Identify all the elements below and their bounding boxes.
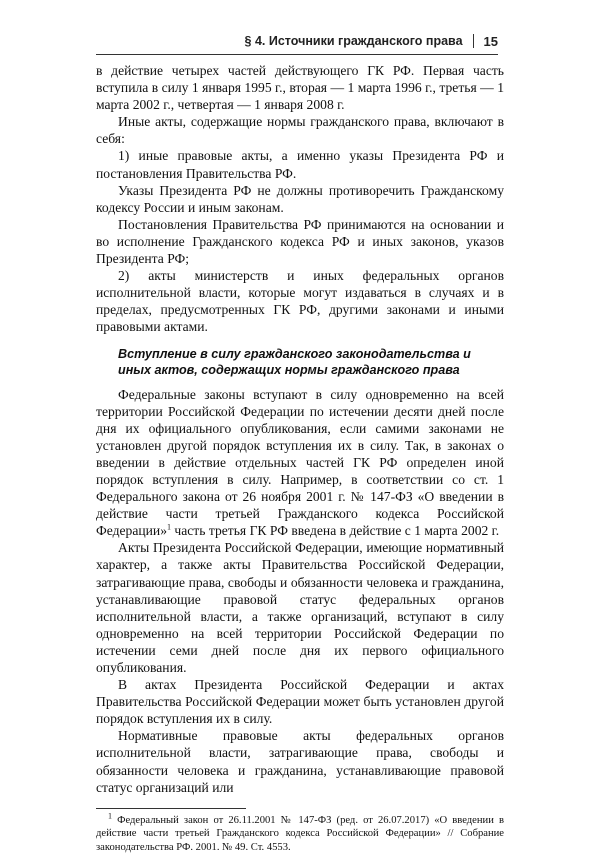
paragraph-text: часть третья ГК РФ введена в действие с 1 марта 2002 г. — [171, 523, 500, 539]
list-item: 2) акты министерств и иных федеральных органов исполнительной власти, которые могут издаваться в случаях и в пределах, предусмотренных ГК РФ, другими законами и иными правовыми актами. — [96, 268, 504, 335]
section-title: § 4. Источники гражданского права — [244, 34, 463, 48]
footnote — [96, 811, 504, 854]
footnote-divider — [96, 808, 246, 809]
paragraph — [96, 386, 504, 540]
paragraph: Иные акты, содержащие нормы гражданского права, включают в себя: — [96, 114, 504, 147]
paragraph: Акты Президента Российской Федерации, имеющие нормативный характер, а также акты Правительства Российской Федерации, затрагивающие права, свободы и обязанности человека и гражданина, устанавливающие правовой статус федеральных органов исполнительной власти, а также организаций, вступают в силу одновременно на всей территории Российской Федерации по истечении семи дней после дня их первого официального опубликования. — [96, 540, 504, 675]
paragraph: Нормативные правовые акты федеральных органов исполнительной власти, затрагивающие права, свободы и обязанности человека и гражданина, устанавливающие правовой статус организаций или — [96, 728, 504, 795]
paragraph: В актах Президента Российской Федерации и актах Правительства Российской Федерации может быть установлен другой порядок вступления их в силу. — [96, 677, 504, 727]
running-header — [96, 28, 498, 55]
list-item: 1) иные правовые акты, а именно указы Президента РФ и постановления Правительства РФ. — [96, 148, 504, 181]
section-subheading: Вступление в силу гражданского законодательства и иных актов, содержащих нормы гражданского права — [118, 346, 471, 377]
paragraph-text: Федеральные законы вступают в силу одновременно на всей территории Российской Федерации по истечении десяти дней после дня их официального опубликования, если самими законами не установлен другой порядок вступления их в силу. Так, в законах о введении в действие отдельных частей ГК РФ определен иной порядок вступления в силу. Например, в соответствии со ст. 1 Федерального закона от 26 ноября 2001 г. № 147-ФЗ «О введении в действие части третьей Гражданского кодекса Российской Федерации» — [96, 386, 504, 539]
paragraph: Указы Президента РФ не должны противоречить Гражданскому кодексу России и иным законам. — [96, 182, 504, 215]
main-text — [96, 62, 504, 854]
footnote-mark: 1 — [108, 811, 112, 821]
paragraph: Постановления Правительства РФ принимаются на основании и во исполнение Гражданского кодекса РФ и иных законов, указов Президента РФ; — [96, 216, 504, 267]
footnote-reference: 1 — [167, 522, 171, 532]
paragraph: в действие четырех частей действующего ГК РФ. Первая часть вступила в силу 1 января 1995 г., вторая — 1 марта 1996 г., третья — 1 марта 2002 г., четвертая — 1 января 2008 г. — [96, 63, 504, 113]
footnote-text: Федеральный закон от 26.11.2001 № 147-ФЗ (ред. от 26.07.2017) «О введении в действие части третьей Гражданского кодекса Российской Федерации» // Собрание законодательства РФ. 2001. № 49. Ст. 4553. — [96, 814, 504, 853]
page-number: 15 — [483, 33, 498, 49]
header-separator — [473, 34, 474, 48]
